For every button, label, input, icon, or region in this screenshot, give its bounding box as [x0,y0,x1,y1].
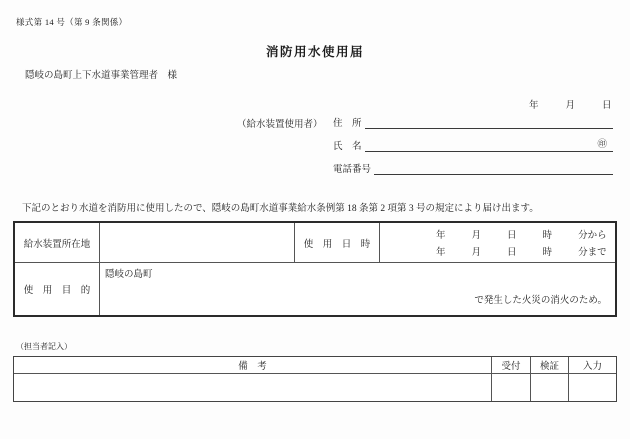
remarks-header-cell: 備 考 [14,357,492,374]
verification-value-cell[interactable] [531,374,569,401]
to-day-label: 日 [507,248,517,259]
input-value-cell[interactable] [569,374,616,401]
from-hour-label: 時 [542,230,553,241]
phone-row [333,160,613,175]
name-input-line[interactable] [365,137,613,152]
verification-header-cell: 検証 [531,357,569,374]
date-day-label: 日 [602,101,612,111]
date-month-label: 月 [565,101,576,111]
reception-header-cell: 受付 [492,357,531,374]
declaration-statement: 下記のとおり水道を消防用に使用したので、隠岐の島町水道事業給水条例第 18 条第 2 項第 3 号の規定により届け出ます。 [22,204,539,214]
reception-value-cell[interactable] [492,374,531,401]
address-label: 住 所 [333,119,362,129]
remarks-value-cell[interactable] [14,374,492,401]
to-minute-label: 分まで [578,248,607,259]
datetime-header-cell: 使 用 日 時 [295,223,380,263]
page-title: 消防用水使用届 [265,45,364,59]
phone-input-line[interactable] [374,160,613,175]
address-row [333,114,613,129]
purpose-header-cell: 使 用 目 的 [15,263,100,315]
datetime-to-row [380,244,615,258]
from-year-label: 年 [436,230,446,241]
addressee-line: 隠岐の島町上下水道事業管理者 様 [25,71,178,81]
applicant-role-label: （給水装置使用者） [237,120,323,130]
location-value-cell[interactable] [100,223,295,263]
location-header-cell: 給水装置所在地 [15,223,100,263]
phone-label: 電話番号 [333,165,372,175]
name-label: 氏 名 [333,142,362,152]
date-year-label: 年 [529,101,539,111]
form-number: 様式第 14 号（第 9 条関係） [16,17,128,27]
address-input-line[interactable] [365,114,613,129]
name-row [333,137,613,152]
to-year-label: 年 [436,248,446,259]
staff-table [13,356,617,402]
purpose-suffix-text: で発生した火災の消火のため。 [474,296,607,306]
input-header-cell: 入力 [569,357,616,374]
from-day-label: 日 [507,230,517,241]
purpose-prefix-text: 隠岐の島町 [105,270,153,280]
to-hour-label: 時 [542,248,553,259]
seal-mark-icon: ㊞ [597,139,607,150]
purpose-value-cell[interactable] [100,263,615,315]
usage-table [13,221,617,317]
datetime-from-row [380,227,615,241]
datetime-value-cell[interactable] [380,223,615,263]
to-month-label: 月 [471,248,482,259]
staff-entry-note: （担当者記入） [16,342,72,351]
from-minute-label: 分から [578,230,607,241]
from-month-label: 月 [471,230,482,241]
submission-date-line [529,97,612,111]
